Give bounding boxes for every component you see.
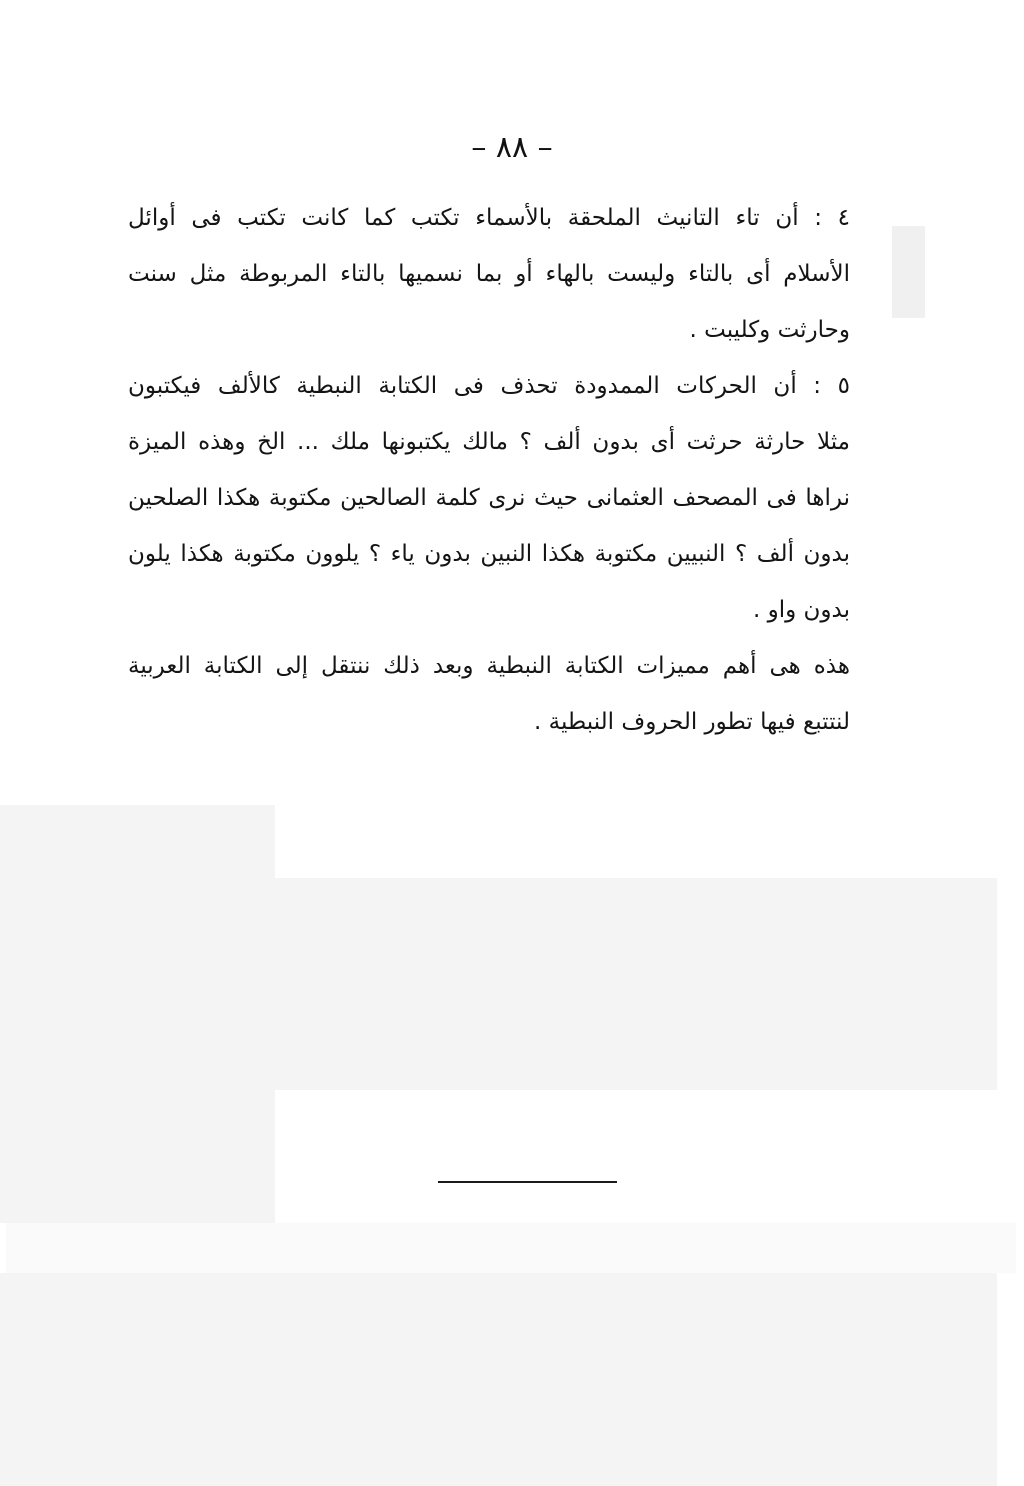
text-line: بدون ألف ؟ النبيين مكتوبة هكذا النبين بدون ياء ؟ يلوون مكتوبة هكذا يلون xyxy=(128,541,850,567)
text-line: لنتتبع فيها تطور الحروف النبطية . xyxy=(534,709,850,735)
page-number: – ٨٨ – xyxy=(471,130,553,165)
text-line: مثلا حارثة حرثت أى بدون ألف ؟ مالك يكتبونها ملك ... الخ وهذه الميزة xyxy=(128,429,850,455)
scan-shade xyxy=(6,1223,1016,1273)
scan-shade xyxy=(0,1273,997,1486)
text-line: الأسلام أى بالتاء وليست بالهاء أو بما نسميها بالتاء المربوطة مثل سنت xyxy=(128,261,850,287)
text-line: وحارثت وكليبت . xyxy=(689,317,850,343)
text-line: نراها فى المصحف العثمانى حيث نرى كلمة الصالحين مكتوبة هكذا الصلحين xyxy=(128,485,850,511)
scan-shade xyxy=(0,805,275,1223)
text-line: بدون واو . xyxy=(752,597,850,623)
text-line: هذه هى أهم مميزات الكتابة النبطية وبعد ذلك ننتقل إلى الكتابة العربية xyxy=(128,653,850,679)
footer-divider xyxy=(438,1181,617,1183)
scan-shade xyxy=(892,226,925,318)
scan-shade xyxy=(275,878,997,1090)
text-line: ٤ : أن تاء التانيث الملحقة بالأسماء تكتب كما كانت تكتب فى أوائل xyxy=(128,205,850,231)
paragraph-conclusion xyxy=(128,638,850,750)
paragraph-point-4 xyxy=(128,190,850,358)
text-line: ٥ : أن الحركات الممدودة تحذف فى الكتابة النبطية كالألف فيكتبون xyxy=(128,373,850,399)
paragraph-point-5 xyxy=(128,358,850,638)
